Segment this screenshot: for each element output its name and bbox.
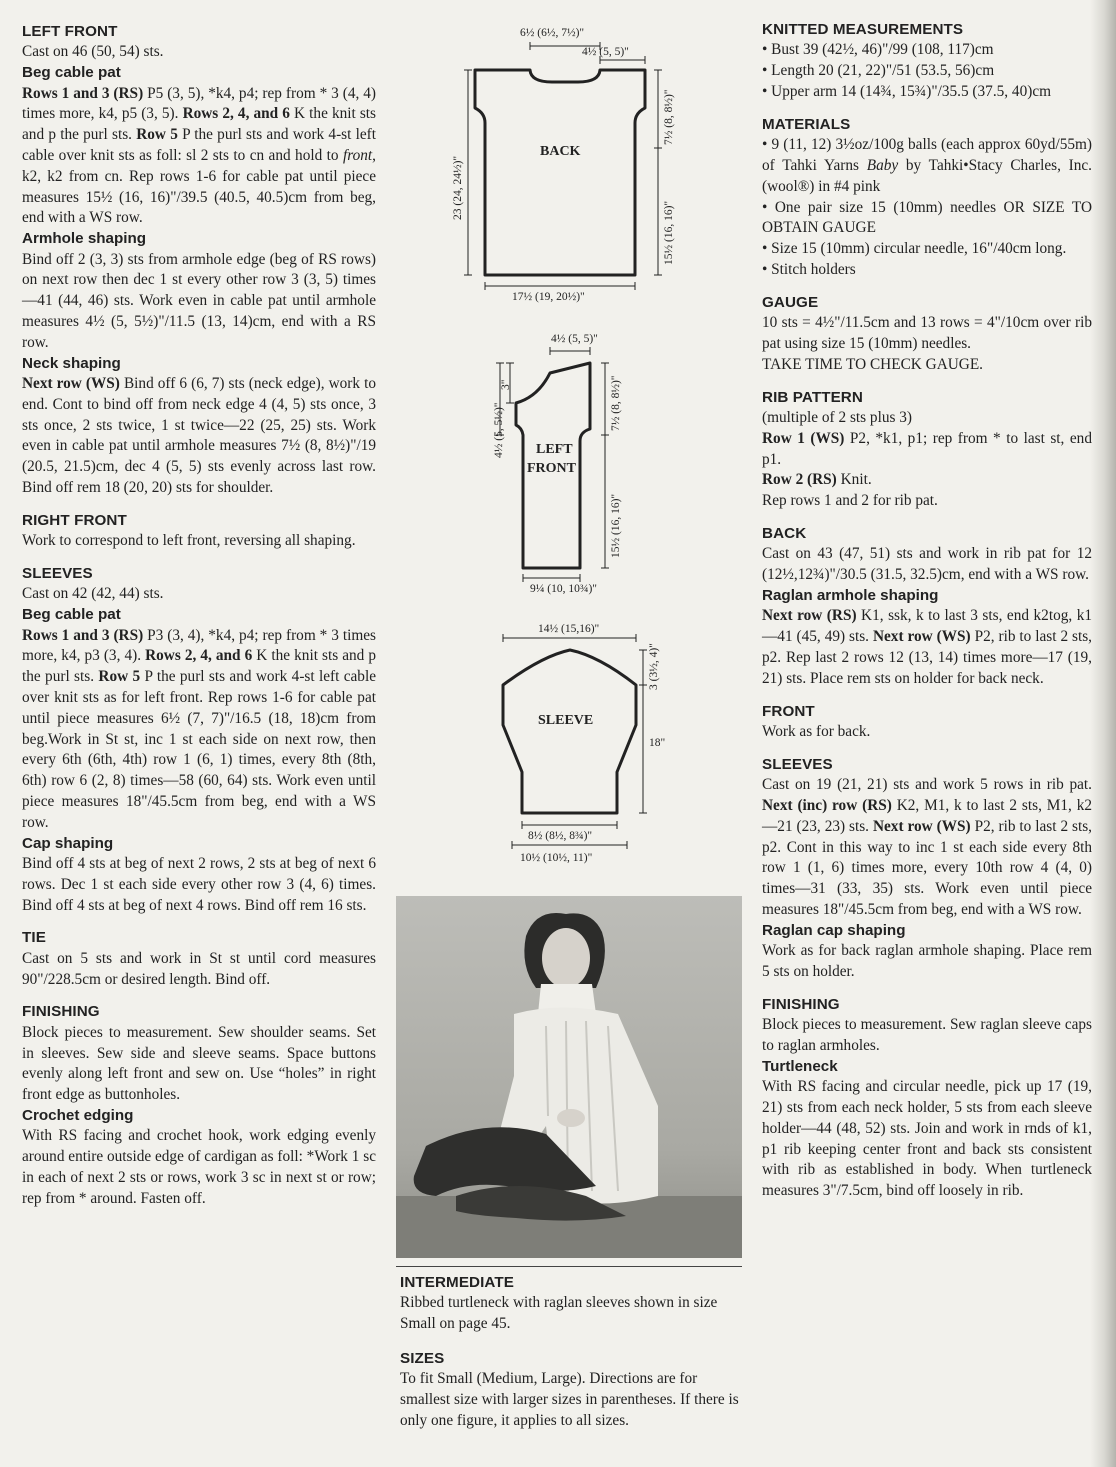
heading-sleeves-cardigan: SLEEVES (22, 564, 93, 582)
heading-raglan-cap: Raglan cap shaping (762, 921, 906, 939)
section-divider (396, 1266, 742, 1267)
back-armhole-depth: 7½ (8, 8½)" (663, 89, 675, 145)
heading-finishing-cardigan: FINISHING (22, 1003, 100, 1021)
heading-turtleneck: Turtleneck (762, 1057, 838, 1075)
heading-cap-shaping: Cap shaping (22, 834, 114, 852)
sleeve-piece-label: SLEEVE (538, 713, 594, 728)
sleeves-turtleneck-text: Cast on 19 (21, 21) sts and work 5 rows in rib pat. Next (inc) row (RS) K2, M1, k to last 2 sts, M1, k2—21 (23, 23) sts. Next row (WS) P2, rib to last 2 sts, p2. Cont in this way to inc 1 st each side every 8th row 1 (1, 6) times more, every 10th row 4 (4, 0) times—31 (33, 35) sts. Work even until piece measures 18"/45.5cm from beg, end with a WS row. (762, 776, 1093, 918)
sleeve-piece-outline (503, 650, 636, 813)
measurement-length: • Length 20 (21, 22)"/51 (53.5, 56)cm (762, 62, 995, 80)
heading-back: BACK (762, 524, 807, 542)
materials-needles: • One pair size 15 (10mm) needles OR SIZE TO OBTAIN GAUGE (762, 198, 1092, 237)
materials-holders: • Stitch holders (762, 260, 856, 278)
front-text: Work as for back. (762, 722, 871, 740)
rib-repeat: Rep rows 1 and 2 for rib pat. (762, 492, 938, 510)
raglan-cap-text: Work as for back raglan armhole shaping. Place rem 5 sts on holder. (762, 942, 1092, 980)
heading-crochet-edging: Crochet edging (22, 1106, 134, 1124)
model-illustration (396, 896, 742, 1258)
schematic-svg (440, 20, 690, 880)
heading-sleeves-turtleneck: SLEEVES (762, 755, 833, 773)
left-front-neck-drop: 3" (500, 379, 512, 390)
heading-front: FRONT (762, 702, 815, 720)
heading-gauge: GAUGE (762, 293, 819, 311)
right-column (762, 20, 1092, 1202)
intermediate-text: Ribbed turtleneck with raglan sleeves shown in size Small on page 45. (400, 1294, 718, 1333)
sleeves-cap-text: Bind off 4 sts at beg of next 2 rows, 2 sts at beg of next 6 rows. Dec 1 st each side every other row 3 (4, 6) times. Bind off 4 sts at beg of next 4 rows. Bind off rem 16 sts. (22, 854, 376, 914)
back-bottom-width: 17½ (19, 20½)" (512, 291, 585, 303)
page-spine-shadow (1090, 0, 1116, 1467)
heading-sleeve-cable-pat: Beg cable pat (22, 606, 121, 624)
sleeve-length: 18" (649, 737, 666, 749)
heading-finishing-turtleneck: FINISHING (762, 995, 840, 1013)
back-piece-label: BACK (540, 144, 581, 159)
left-front-cast-on: Cast on 46 (50, 54) sts. (22, 43, 164, 61)
rib-multiple: (multiple of 2 sts plus 3) (762, 408, 912, 426)
heading-neck-shaping: Neck shaping (22, 354, 121, 372)
heading-raglan-armhole: Raglan armhole shaping (762, 586, 939, 604)
heading-sizes: SIZES (400, 1350, 445, 1367)
rib-row-2: Row 2 (RS) Knit. (762, 471, 872, 489)
sizes-text: To fit Small (Medium, Large). Directions are for smallest size with larger sizes in parentheses. If there is only one figure, it applies to all sizes. (400, 1370, 739, 1429)
materials-circular-needle: • Size 15 (10mm) circular needle, 16"/40cm long. (762, 240, 1067, 258)
crochet-edging-text: With RS facing and crochet hook, work edging evenly around entire outside edge of cardigan as foll: *Work 1 sc in each of next 2 sts or rows, work 3 sc in next st or row; rep from * around. Fasten off. (22, 1127, 376, 1207)
sleeve-cuff-width: 8½ (8½, 8¾)" (528, 830, 593, 842)
left-front-cable-rows: Rows 1 and 3 (RS) P5 (3, 5), *k4, p4; rep from * 3 (4, 4) times more, k4, p5 (3, 5). Rows 2, 4, and 6 K the knit sts and p the purl sts. Row 5 P the purl sts and work 4-st left cable over knit sts as foll: sl 2 sts to cn and hold to front, k2, k2 from cn. Rep rows 1-6 for cable pat until piece measures 15½ (16, 16)"/39.5 (40.5, 40.5)cm from beg, end with a WS row. (22, 84, 377, 227)
heading-materials: MATERIALS (762, 115, 851, 133)
left-front-neck-text: Next row (WS) Bind off 6 (6, 7) sts (neck edge), work to end. Cont to bind off from neck edge 4 (4, 5) sts once, 3 sts once, 2 sts twice, 1 st twice—22 (25, 25) sts. Work even in cable pat until armhole measures 7½ (8, 8½)"/19 (20.5, 21.5)cm, dec 4 (5, 5) sts evenly across last row. Bind off rem 18 (20, 20) sts for shoulder. (22, 374, 377, 496)
heading-left-front: LEFT FRONT (22, 23, 118, 40)
back-piece-outline (475, 70, 645, 275)
left-front-neck-depth: 4½ (5, 5½)" (493, 402, 505, 458)
left-front-side: 15½ (16, 16)" (610, 493, 622, 558)
schematic-diagrams (440, 20, 690, 880)
left-front-shoulder: 4½ (5, 5)" (551, 333, 598, 345)
raglan-armhole-text: Next row (RS) K1, ssk, k to last 3 sts, end k2tog, k1—41 (45, 49) sts. Next row (WS) P2, rib to last 2 sts, p2. Rep last 2 rows 12 (13, 14) times more—17 (19, 21) sts. Place rem sts on holder for back neck. (762, 607, 1093, 687)
back-top-width: 6½ (6½, 7½)" (520, 27, 585, 39)
heading-armhole-shaping: Armhole shaping (22, 230, 147, 248)
back-shoulder-width: 4½ (5, 5)" (582, 46, 629, 58)
finishing-text-turtleneck: Block pieces to measurement. Sew raglan sleeve caps to raglan armholes. (762, 1016, 1092, 1054)
left-front-bottom: 9¼ (10, 10¾)" (530, 583, 597, 595)
measurement-bust: • Bust 39 (42½, 46)"/99 (108, 117)cm (762, 41, 994, 59)
gauge-text: 10 sts = 4½"/11.5cm and 13 rows = 4"/10cm over rib pat using size 15 (10mm) needles. (762, 314, 1092, 352)
heading-rib-pattern: RIB PATTERN (762, 388, 863, 406)
sleeve-cap-depth: 3 (3½, 4)" (648, 643, 660, 690)
turtleneck-text: With RS facing and circular needle, pick up 17 (19, 21) sts from each neck holder, 5 sts from each sleeve holder—44 (48, 52) sts. Join and work in rnds of k1, p1 rib keeping center front and back sts consistent with rib as established in body. When turtleneck measures 3"/7.5cm, bind off loosely in rib. (762, 1078, 1092, 1200)
heading-beg-cable-pat: Beg cable pat (22, 64, 121, 82)
finishing-text-cardigan: Block pieces to measurement. Sew shoulder seams. Set in sleeves. Sew side and sleeve seams. Space buttons evenly along left front and sew on. Use “holes” in right front edge as buttonholes. (22, 1023, 376, 1104)
back-side-length: 15½ (16, 16)" (663, 200, 675, 265)
back-total-length: 23 (24, 24½)" (452, 155, 464, 220)
sleeves-cast-on: Cast on 42 (42, 44) sts. (22, 585, 164, 603)
right-front-text: Work to correspond to left front, reversing all shaping. (22, 532, 356, 550)
left-front-armhole: 7½ (8, 8½)" (610, 375, 622, 431)
gauge-check: TAKE TIME TO CHECK GAUGE. (762, 355, 983, 373)
left-front-armhole-text: Bind off 2 (3, 3) sts from armhole edge (beg of RS rows) on next row then dec 1 st every other row 3 (3, 5) times—41 (44, 46) sts. Work even in cable pat until armhole measures 4½ (5, 5½)"/11.5 (13, 14)cm, end with a RS row. (22, 250, 376, 351)
measurement-upper-arm: • Upper arm 14 (14¾, 15¾)"/35.5 (37.5, 40)cm (762, 83, 1052, 100)
left-column (22, 22, 376, 1210)
sleeve-cuff-wide: 10½ (10½, 11)" (520, 852, 593, 864)
left-front-label-line2: FRONT (527, 461, 576, 476)
heading-right-front: RIGHT FRONT (22, 511, 127, 529)
left-front-label-line1: LEFT (536, 442, 573, 457)
heading-knitted-measurements: KNITTED MEASUREMENTS (762, 21, 964, 38)
model-photo (396, 896, 742, 1258)
back-text: Cast on 43 (47, 51) sts and work in rib pat for 12 (12½,12¾)"/30.5 (31.5, 32.5)cm, end with a WS row. (762, 545, 1092, 584)
sleeve-top-width: 14½ (15,16)" (538, 623, 600, 635)
heading-intermediate: INTERMEDIATE (400, 1274, 514, 1291)
sleeves-cable-rows: Rows 1 and 3 (RS) P3 (3, 4), *k4, p4; rep from * 3 times more, k4, p3 (3, 4). Rows 2, 4, and 6 K the knit sts and p the purl sts. Row 5 P the purl sts and work 4-st left cable over knit sts as for left front. Rep rows 1-6 for cable pat until piece measures 6½ (7, 7)"/16.5 (18, 18)cm from beg.Work in St st, inc 1 st each side on next row, then every 6th (6th, 4th) row 1 (6, 1) times, every 8th (8th, 6th) row 6 (2, 8) times—58 (60, 64) sts. Work even until piece measures 18"/45.5cm from beg, end with a WS row. (22, 626, 376, 831)
info-box (400, 1273, 742, 1432)
materials-yarn: • 9 (11, 12) 3½oz/100g balls (each approx 60yd/55m) of Tahki Yarns Baby by Tahki•Stacy Charles, Inc. (wool®) in #4 pink (762, 136, 1093, 195)
tie-text: Cast on 5 sts and work in St st until cord measures 90"/228.5cm or desired length. Bind off. (22, 949, 376, 988)
rib-row-1: Row 1 (WS) P2, *k1, p1; rep from * to last st, end p1. (762, 429, 1092, 468)
heading-tie: TIE (22, 929, 46, 947)
